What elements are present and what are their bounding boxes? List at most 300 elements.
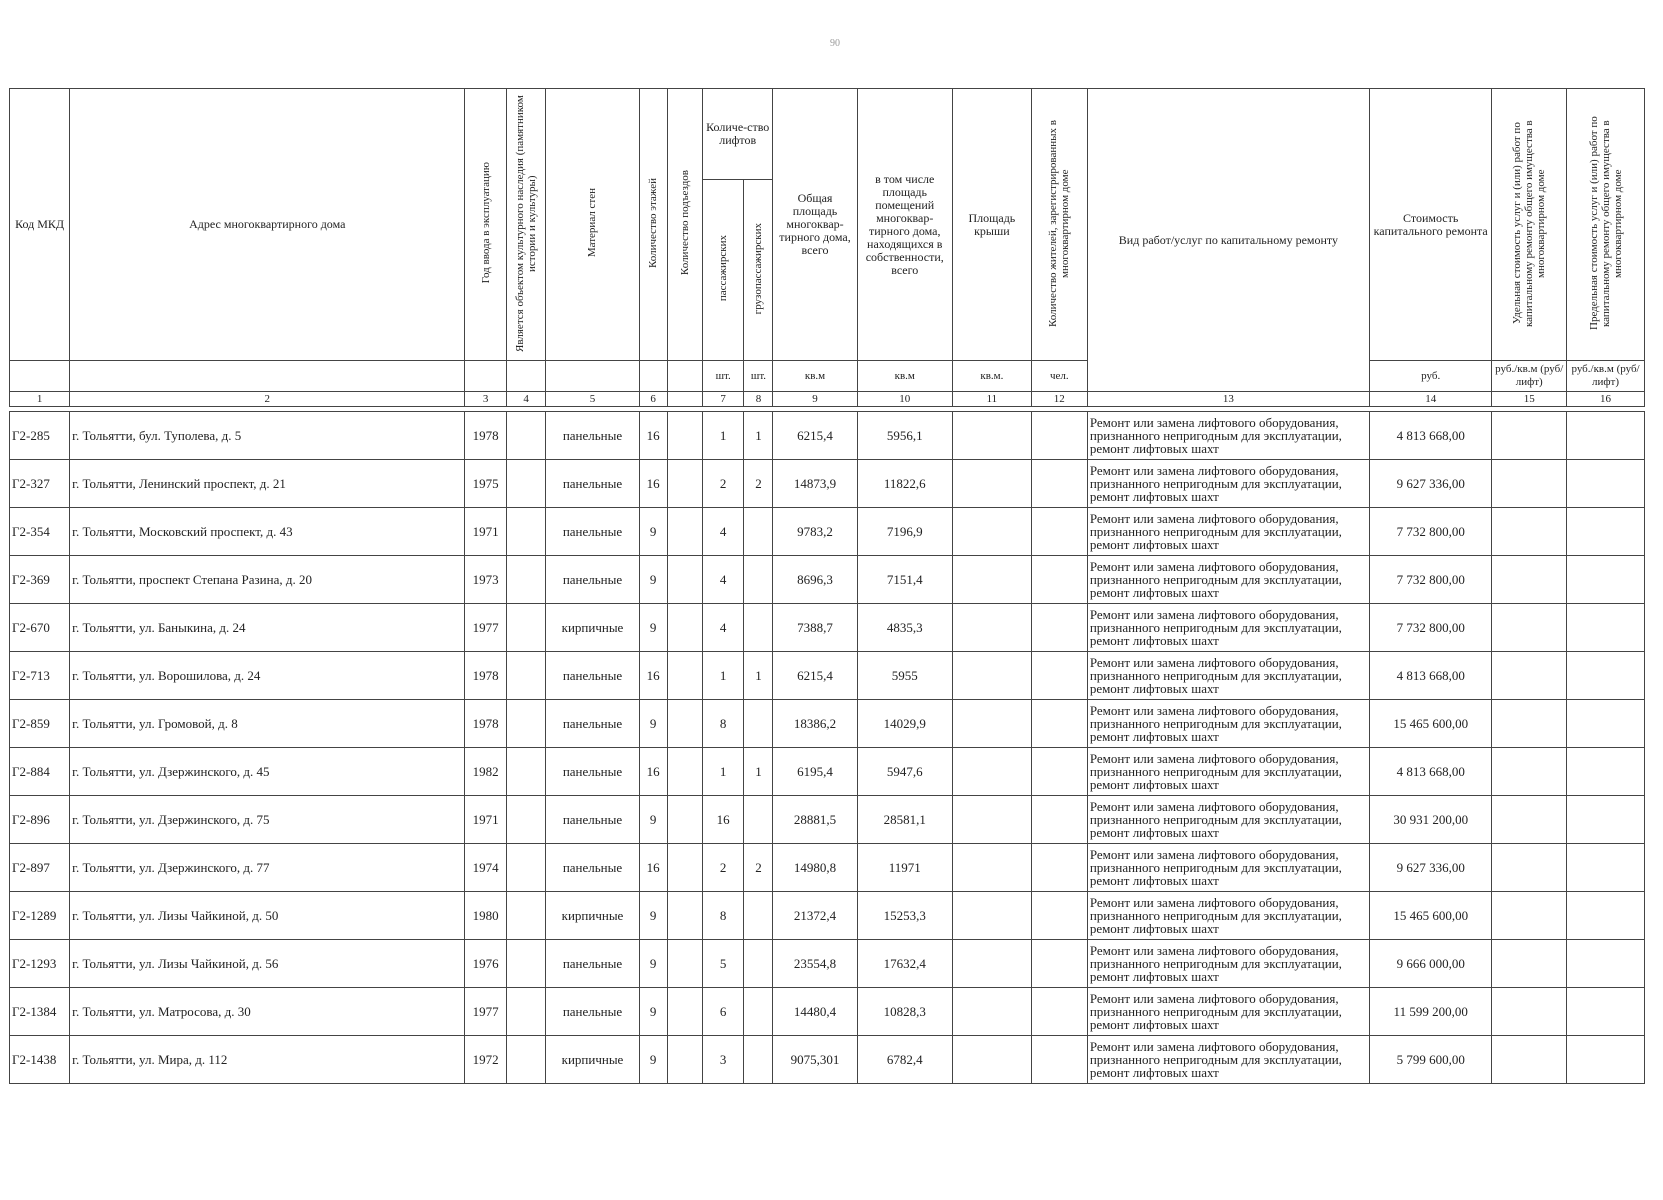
cell-entrances xyxy=(667,460,702,508)
cell-lifts-passenger: 2 xyxy=(702,844,743,892)
table-body xyxy=(10,412,1645,1084)
unit-unit-cost: руб./кв.м (руб/лифт) xyxy=(1492,361,1567,392)
cell-roof-area xyxy=(952,508,1031,556)
repair-register-table xyxy=(9,88,1645,1084)
header-unit-cost: Удельная стоимость услуг и (или) работ по капитальному ремонту общего имущества в многоквартирном доме xyxy=(1492,89,1567,361)
col-number: 6 xyxy=(639,392,667,407)
cell-lifts-passenger: 1 xyxy=(702,652,743,700)
col-number: 16 xyxy=(1567,392,1645,407)
cell-residents xyxy=(1031,796,1087,844)
cell-lifts-passenger: 3 xyxy=(702,1036,743,1084)
cell-unit-cost xyxy=(1492,412,1567,460)
cell-entrances xyxy=(667,1036,702,1084)
cell-work-type: Ремонт или замена лифтового оборудования, признанного непригодным для эксплуатации, ремонт лифтовых шахт xyxy=(1087,700,1369,748)
cell-lifts-passenger: 16 xyxy=(702,796,743,844)
col-number: 15 xyxy=(1492,392,1567,407)
cell-max-cost xyxy=(1567,844,1645,892)
cell-total-area: 6215,4 xyxy=(773,412,857,460)
cell-unit-cost xyxy=(1492,460,1567,508)
cell-code: Г2-285 xyxy=(10,412,70,460)
cell-heritage xyxy=(506,700,545,748)
cell-code: Г2-1384 xyxy=(10,988,70,1036)
cell-owned-area: 5955 xyxy=(857,652,952,700)
cell-entrances xyxy=(667,556,702,604)
cell-heritage xyxy=(506,508,545,556)
cell-lifts-cargo xyxy=(744,1036,773,1084)
table-row xyxy=(10,460,1645,508)
cell-address: г. Тольятти, ул. Дзержинского, д. 77 xyxy=(70,844,465,892)
unit-lifts-passenger: шт. xyxy=(702,361,743,392)
header-total-area: Общая площадь многоквар-тирного дома, всего xyxy=(773,89,857,361)
cell-unit-cost xyxy=(1492,652,1567,700)
cell-year: 1972 xyxy=(465,1036,506,1084)
cell-code: Г2-1438 xyxy=(10,1036,70,1084)
cell-lifts-cargo xyxy=(744,508,773,556)
cell-residents xyxy=(1031,940,1087,988)
cell-cost: 9 627 336,00 xyxy=(1369,460,1491,508)
cell-work-type: Ремонт или замена лифтового оборудования, признанного непригодным для эксплуатации, ремонт лифтовых шахт xyxy=(1087,652,1369,700)
cell-max-cost xyxy=(1567,796,1645,844)
cell-residents xyxy=(1031,844,1087,892)
header-work-type: Вид работ/услуг по капитальному ремонту xyxy=(1087,89,1369,392)
cell-walls: панельные xyxy=(546,412,639,460)
cell-max-cost xyxy=(1567,604,1645,652)
cell-max-cost xyxy=(1567,988,1645,1036)
cell-entrances xyxy=(667,652,702,700)
cell-lifts-cargo xyxy=(744,892,773,940)
cell-entrances xyxy=(667,604,702,652)
cell-lifts-passenger: 4 xyxy=(702,604,743,652)
column-numbers-row xyxy=(10,392,1645,407)
cell-roof-area xyxy=(952,556,1031,604)
cell-roof-area xyxy=(952,748,1031,796)
cell-unit-cost xyxy=(1492,796,1567,844)
col-number: 14 xyxy=(1369,392,1491,407)
cell-lifts-passenger: 5 xyxy=(702,940,743,988)
cell-work-type: Ремонт или замена лифтового оборудования, признанного непригодным для эксплуатации, ремонт лифтовых шахт xyxy=(1087,1036,1369,1084)
cell-owned-area: 28581,1 xyxy=(857,796,952,844)
table-row xyxy=(10,556,1645,604)
cell-total-area: 21372,4 xyxy=(773,892,857,940)
cell-address: г. Тольятти, проспект Степана Разина, д. 20 xyxy=(70,556,465,604)
cell-lifts-cargo xyxy=(744,988,773,1036)
cell-floors: 16 xyxy=(639,748,667,796)
cell-address: г. Тольятти, бул. Туполева, д. 5 xyxy=(70,412,465,460)
header-max-cost: Предельная стоимость услуг и (или) работ по капитальному ремонту общего имущества в многоквартирном доме xyxy=(1567,89,1645,361)
table-row xyxy=(10,844,1645,892)
cell-total-area: 9075,301 xyxy=(773,1036,857,1084)
cell-residents xyxy=(1031,460,1087,508)
cell-max-cost xyxy=(1567,940,1645,988)
cell-lifts-cargo: 1 xyxy=(744,412,773,460)
unit-roof-area: кв.м. xyxy=(952,361,1031,392)
cell-lifts-passenger: 8 xyxy=(702,892,743,940)
col-number xyxy=(667,392,702,407)
cell-address: г. Тольятти, ул. Дзержинского, д. 75 xyxy=(70,796,465,844)
cell-walls: панельные xyxy=(546,652,639,700)
cell-walls: панельные xyxy=(546,700,639,748)
cell-year: 1971 xyxy=(465,796,506,844)
cell-roof-area xyxy=(952,460,1031,508)
cell-work-type: Ремонт или замена лифтового оборудования, признанного непригодным для эксплуатации, ремонт лифтовых шахт xyxy=(1087,412,1369,460)
cell-walls: панельные xyxy=(546,508,639,556)
cell-max-cost xyxy=(1567,508,1645,556)
cell-max-cost xyxy=(1567,892,1645,940)
cell-residents xyxy=(1031,652,1087,700)
cell-year: 1971 xyxy=(465,508,506,556)
cell-roof-area xyxy=(952,412,1031,460)
cell-walls: панельные xyxy=(546,844,639,892)
cell-lifts-cargo: 1 xyxy=(744,652,773,700)
cell-floors: 9 xyxy=(639,700,667,748)
cell-work-type: Ремонт или замена лифтового оборудования, признанного непригодным для эксплуатации, ремонт лифтовых шахт xyxy=(1087,604,1369,652)
table-row xyxy=(10,700,1645,748)
cell-address: г. Тольятти, ул. Баныкина, д. 24 xyxy=(70,604,465,652)
col-number: 12 xyxy=(1031,392,1087,407)
cell-cost: 30 931 200,00 xyxy=(1369,796,1491,844)
header-entrances: Количество подъездов xyxy=(667,89,702,361)
col-number: 1 xyxy=(10,392,70,407)
cell-work-type: Ремонт или замена лифтового оборудования, признанного непригодным для эксплуатации, ремонт лифтовых шахт xyxy=(1087,844,1369,892)
cell-heritage xyxy=(506,748,545,796)
cell-unit-cost xyxy=(1492,556,1567,604)
header-heritage: Является объектом культурного наследия (памятником истории и культуры) xyxy=(506,89,545,361)
cell-year: 1982 xyxy=(465,748,506,796)
cell-owned-area: 10828,3 xyxy=(857,988,952,1036)
cell-entrances xyxy=(667,508,702,556)
cell-floors: 16 xyxy=(639,412,667,460)
cell-lifts-passenger: 2 xyxy=(702,460,743,508)
cell-unit-cost xyxy=(1492,892,1567,940)
cell-entrances xyxy=(667,988,702,1036)
cell-roof-area xyxy=(952,1036,1031,1084)
cell-heritage xyxy=(506,796,545,844)
cell-roof-area xyxy=(952,652,1031,700)
cell-heritage xyxy=(506,652,545,700)
header-year: Год ввода в эксплуатацию xyxy=(465,89,506,361)
table-row xyxy=(10,652,1645,700)
cell-total-area: 14980,8 xyxy=(773,844,857,892)
cell-unit-cost xyxy=(1492,940,1567,988)
cell-unit-cost xyxy=(1492,844,1567,892)
cell-floors: 16 xyxy=(639,460,667,508)
cell-residents xyxy=(1031,748,1087,796)
cell-residents xyxy=(1031,508,1087,556)
cell-year: 1978 xyxy=(465,700,506,748)
cell-roof-area xyxy=(952,892,1031,940)
table-row xyxy=(10,988,1645,1036)
cell-address: г. Тольятти, ул. Ворошилова, д. 24 xyxy=(70,652,465,700)
cell-unit-cost xyxy=(1492,604,1567,652)
table-row xyxy=(10,940,1645,988)
cell-roof-area xyxy=(952,988,1031,1036)
cell-cost: 15 465 600,00 xyxy=(1369,892,1491,940)
cell-floors: 9 xyxy=(639,1036,667,1084)
cell-heritage xyxy=(506,988,545,1036)
cell-cost: 7 732 800,00 xyxy=(1369,604,1491,652)
cell-owned-area: 5956,1 xyxy=(857,412,952,460)
cell-address: г. Тольятти, Московский проспект, д. 43 xyxy=(70,508,465,556)
cell-unit-cost xyxy=(1492,1036,1567,1084)
units-row xyxy=(10,361,1645,392)
cell-cost: 4 813 668,00 xyxy=(1369,652,1491,700)
cell-code: Г2-327 xyxy=(10,460,70,508)
cell-code: Г2-1293 xyxy=(10,940,70,988)
col-number: 2 xyxy=(70,392,465,407)
cell-owned-area: 7151,4 xyxy=(857,556,952,604)
cell-year: 1974 xyxy=(465,844,506,892)
cell-heritage xyxy=(506,460,545,508)
cell-address: г. Тольятти, ул. Дзержинского, д. 45 xyxy=(70,748,465,796)
cell-cost: 15 465 600,00 xyxy=(1369,700,1491,748)
cell-work-type: Ремонт или замена лифтового оборудования, признанного непригодным для эксплуатации, ремонт лифтовых шахт xyxy=(1087,796,1369,844)
cell-walls: кирпичные xyxy=(546,892,639,940)
cell-residents xyxy=(1031,892,1087,940)
cell-code: Г2-859 xyxy=(10,700,70,748)
cell-owned-area: 11822,6 xyxy=(857,460,952,508)
cell-walls: панельные xyxy=(546,796,639,844)
cell-cost: 9 627 336,00 xyxy=(1369,844,1491,892)
unit-max-cost: руб./кв.м (руб/лифт) xyxy=(1567,361,1645,392)
header-walls: Материал стен xyxy=(546,89,639,361)
cell-owned-area: 7196,9 xyxy=(857,508,952,556)
cell-total-area: 6215,4 xyxy=(773,652,857,700)
cell-code: Г2-670 xyxy=(10,604,70,652)
cell-floors: 16 xyxy=(639,844,667,892)
cell-floors: 9 xyxy=(639,892,667,940)
cell-walls: панельные xyxy=(546,988,639,1036)
table-row xyxy=(10,892,1645,940)
cell-walls: панельные xyxy=(546,940,639,988)
cell-owned-area: 11971 xyxy=(857,844,952,892)
cell-lifts-cargo xyxy=(744,796,773,844)
page-number: 90 xyxy=(830,38,840,49)
cell-heritage xyxy=(506,604,545,652)
cell-owned-area: 15253,3 xyxy=(857,892,952,940)
cell-lifts-passenger: 4 xyxy=(702,508,743,556)
unit-cost: руб. xyxy=(1369,361,1491,392)
cell-unit-cost xyxy=(1492,988,1567,1036)
cell-owned-area: 5947,6 xyxy=(857,748,952,796)
cell-floors: 9 xyxy=(639,988,667,1036)
cell-entrances xyxy=(667,796,702,844)
header-residents: Количество жителей, зарегистрированных в многоквартирном доме xyxy=(1031,89,1087,361)
cell-address: г. Тольятти, Ленинский проспект, д. 21 xyxy=(70,460,465,508)
cell-max-cost xyxy=(1567,1036,1645,1084)
cell-total-area: 9783,2 xyxy=(773,508,857,556)
cell-heritage xyxy=(506,892,545,940)
cell-total-area: 28881,5 xyxy=(773,796,857,844)
unit-total-area: кв.м xyxy=(773,361,857,392)
cell-code: Г2-354 xyxy=(10,508,70,556)
cell-total-area: 14873,9 xyxy=(773,460,857,508)
col-number: 8 xyxy=(744,392,773,407)
cell-cost: 11 599 200,00 xyxy=(1369,988,1491,1036)
cell-lifts-passenger: 1 xyxy=(702,412,743,460)
cell-work-type: Ремонт или замена лифтового оборудования, признанного непригодным для эксплуатации, ремонт лифтовых шахт xyxy=(1087,940,1369,988)
table-row xyxy=(10,1036,1645,1084)
cell-entrances xyxy=(667,892,702,940)
table-row xyxy=(10,748,1645,796)
cell-total-area: 18386,2 xyxy=(773,700,857,748)
cell-owned-area: 4835,3 xyxy=(857,604,952,652)
cell-work-type: Ремонт или замена лифтового оборудования, признанного непригодным для эксплуатации, ремонт лифтовых шахт xyxy=(1087,556,1369,604)
cell-unit-cost xyxy=(1492,508,1567,556)
cell-lifts-cargo: 1 xyxy=(744,748,773,796)
cell-owned-area: 17632,4 xyxy=(857,940,952,988)
cell-address: г. Тольятти, ул. Лизы Чайкиной, д. 50 xyxy=(70,892,465,940)
cell-floors: 9 xyxy=(639,508,667,556)
cell-max-cost xyxy=(1567,652,1645,700)
cell-code: Г2-369 xyxy=(10,556,70,604)
cell-lifts-cargo xyxy=(744,700,773,748)
cell-owned-area: 6782,4 xyxy=(857,1036,952,1084)
cell-total-area: 6195,4 xyxy=(773,748,857,796)
cell-entrances xyxy=(667,700,702,748)
cell-year: 1976 xyxy=(465,940,506,988)
cell-year: 1977 xyxy=(465,604,506,652)
cell-work-type: Ремонт или замена лифтового оборудования, признанного непригодным для эксплуатации, ремонт лифтовых шахт xyxy=(1087,508,1369,556)
cell-floors: 9 xyxy=(639,796,667,844)
cell-walls: кирпичные xyxy=(546,1036,639,1084)
cell-cost: 4 813 668,00 xyxy=(1369,748,1491,796)
cell-walls: кирпичные xyxy=(546,604,639,652)
header-lifts-group: Количе-ство лифтов xyxy=(702,89,773,180)
header-lifts-passenger: пассажирских xyxy=(702,180,743,361)
cell-lifts-cargo xyxy=(744,940,773,988)
col-number: 7 xyxy=(702,392,743,407)
table-row xyxy=(10,412,1645,460)
table-row xyxy=(10,508,1645,556)
cell-roof-area xyxy=(952,700,1031,748)
cell-heritage xyxy=(506,1036,545,1084)
col-number: 11 xyxy=(952,392,1031,407)
cell-max-cost xyxy=(1567,412,1645,460)
cell-walls: панельные xyxy=(546,748,639,796)
cell-address: г. Тольятти, ул. Лизы Чайкиной, д. 56 xyxy=(70,940,465,988)
cell-roof-area xyxy=(952,604,1031,652)
header-lifts-cargo: грузопассажирских xyxy=(744,180,773,361)
cell-work-type: Ремонт или замена лифтового оборудования, признанного непригодным для эксплуатации, ремонт лифтовых шахт xyxy=(1087,892,1369,940)
unit-owned-area: кв.м xyxy=(857,361,952,392)
cell-floors: 9 xyxy=(639,604,667,652)
cell-max-cost xyxy=(1567,700,1645,748)
cell-floors: 16 xyxy=(639,652,667,700)
cell-work-type: Ремонт или замена лифтового оборудования, признанного непригодным для эксплуатации, ремонт лифтовых шахт xyxy=(1087,988,1369,1036)
cell-owned-area: 14029,9 xyxy=(857,700,952,748)
cell-lifts-cargo xyxy=(744,604,773,652)
cell-code: Г2-897 xyxy=(10,844,70,892)
cell-residents xyxy=(1031,412,1087,460)
table-header xyxy=(10,89,1645,412)
cell-entrances xyxy=(667,940,702,988)
cell-roof-area xyxy=(952,940,1031,988)
cell-code: Г2-896 xyxy=(10,796,70,844)
cell-heritage xyxy=(506,844,545,892)
header-code: Код МКД xyxy=(10,89,70,361)
cell-max-cost xyxy=(1567,460,1645,508)
cell-residents xyxy=(1031,556,1087,604)
cell-roof-area xyxy=(952,796,1031,844)
col-number: 4 xyxy=(506,392,545,407)
col-number: 3 xyxy=(465,392,506,407)
cell-max-cost xyxy=(1567,556,1645,604)
header-address: Адрес многоквартирного дома xyxy=(70,89,465,361)
cell-lifts-passenger: 1 xyxy=(702,748,743,796)
cell-work-type: Ремонт или замена лифтового оборудования, признанного непригодным для эксплуатации, ремонт лифтовых шахт xyxy=(1087,748,1369,796)
cell-residents xyxy=(1031,988,1087,1036)
cell-lifts-cargo xyxy=(744,556,773,604)
table-row xyxy=(10,604,1645,652)
cell-entrances xyxy=(667,412,702,460)
table-row xyxy=(10,796,1645,844)
cell-lifts-cargo: 2 xyxy=(744,844,773,892)
cell-heritage xyxy=(506,556,545,604)
cell-address: г. Тольятти, ул. Громовой, д. 8 xyxy=(70,700,465,748)
cell-total-area: 7388,7 xyxy=(773,604,857,652)
header-roof-area: Площадь крыши xyxy=(952,89,1031,361)
cell-unit-cost xyxy=(1492,748,1567,796)
unit-lifts-cargo: шт. xyxy=(744,361,773,392)
cell-year: 1978 xyxy=(465,652,506,700)
cell-lifts-passenger: 4 xyxy=(702,556,743,604)
cell-residents xyxy=(1031,604,1087,652)
cell-year: 1973 xyxy=(465,556,506,604)
cell-heritage xyxy=(506,412,545,460)
cell-cost: 7 732 800,00 xyxy=(1369,556,1491,604)
cell-total-area: 14480,4 xyxy=(773,988,857,1036)
cell-year: 1978 xyxy=(465,412,506,460)
cell-floors: 9 xyxy=(639,940,667,988)
cell-cost: 5 799 600,00 xyxy=(1369,1036,1491,1084)
cell-max-cost xyxy=(1567,748,1645,796)
cell-code: Г2-884 xyxy=(10,748,70,796)
cell-year: 1975 xyxy=(465,460,506,508)
col-number: 9 xyxy=(773,392,857,407)
cell-entrances xyxy=(667,844,702,892)
cell-year: 1977 xyxy=(465,988,506,1036)
cell-code: Г2-713 xyxy=(10,652,70,700)
cell-cost: 7 732 800,00 xyxy=(1369,508,1491,556)
cell-roof-area xyxy=(952,844,1031,892)
cell-floors: 9 xyxy=(639,556,667,604)
cell-residents xyxy=(1031,700,1087,748)
cell-cost: 9 666 000,00 xyxy=(1369,940,1491,988)
cell-total-area: 23554,8 xyxy=(773,940,857,988)
header-owned-area: в том числе площадь помещений многоквар-тирного дома, находящихся в собственности, всего xyxy=(857,89,952,361)
cell-cost: 4 813 668,00 xyxy=(1369,412,1491,460)
col-number: 10 xyxy=(857,392,952,407)
cell-walls: панельные xyxy=(546,556,639,604)
col-number: 13 xyxy=(1087,392,1369,407)
cell-lifts-passenger: 8 xyxy=(702,700,743,748)
unit-residents: чел. xyxy=(1031,361,1087,392)
cell-entrances xyxy=(667,748,702,796)
cell-code: Г2-1289 xyxy=(10,892,70,940)
cell-total-area: 8696,3 xyxy=(773,556,857,604)
header-cost: Стоимость капитального ремонта xyxy=(1369,89,1491,361)
cell-residents xyxy=(1031,1036,1087,1084)
cell-lifts-passenger: 6 xyxy=(702,988,743,1036)
cell-heritage xyxy=(506,940,545,988)
col-number: 5 xyxy=(546,392,639,407)
cell-year: 1980 xyxy=(465,892,506,940)
cell-address: г. Тольятти, ул. Мира, д. 112 xyxy=(70,1036,465,1084)
cell-unit-cost xyxy=(1492,700,1567,748)
header-floors: Количество этажей xyxy=(639,89,667,361)
cell-walls: панельные xyxy=(546,460,639,508)
cell-lifts-cargo: 2 xyxy=(744,460,773,508)
